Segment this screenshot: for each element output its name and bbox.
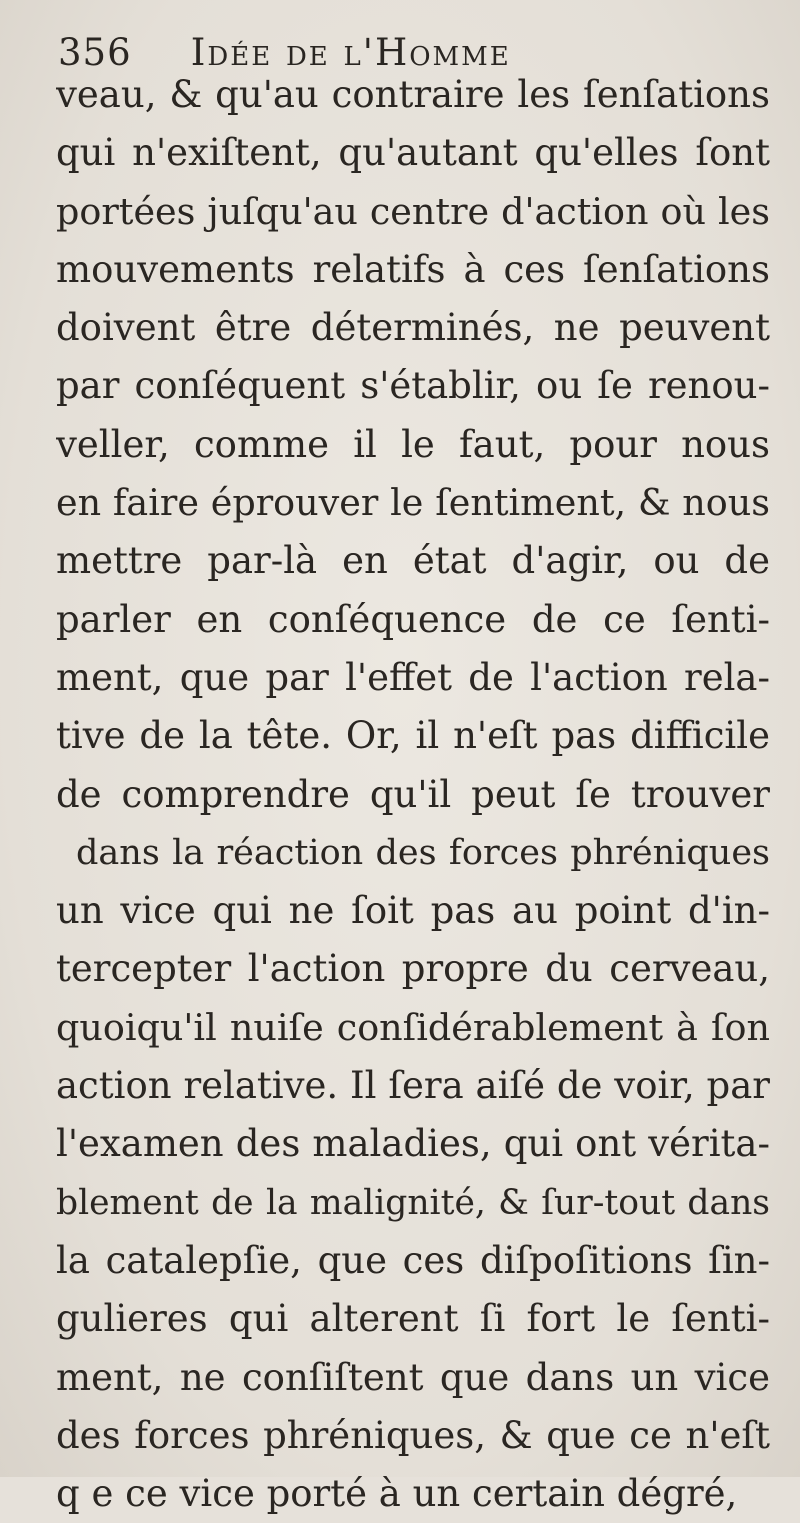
text-line: la catalepſie, que ces diſpoſitions ſin- [56,1238,770,1282]
text-line: qui n'exiſtent, qu'autant qu'elles ſont [56,131,770,175]
body-text [56,66,770,1523]
text-line: quoiqu'il nuiſe conſidérablement à ſon [56,1005,770,1049]
text-line: par conſéquent s'établir, ou ſe renou- [56,364,770,408]
text-line: de comprendre qu'il peut ſe trouver [56,772,770,816]
text-line: q e ce vice porté à un certain dégré, [56,1472,738,1516]
text-line: mouvements relatifs à ces ſenſations [56,247,770,291]
text-line: des forces phréniques, & que ce n'eſt [56,1413,770,1457]
text-line: tive de la tête. Or, il n'eſt pas difficile [56,714,770,758]
text-line: portées juſqu'au centre d'action où les [56,189,770,233]
text-line: un vice qui ne ſoit pas au point d'in- [56,889,770,933]
text-line: l'examen des maladies, qui ont vérita- [56,1122,770,1166]
text-line: tercepter l'action propre du cerveau, [56,947,770,991]
text-line: veau, & qu'au contraire les ſenſations [56,73,770,116]
page-number: 356 [58,31,132,74]
text-line: action relative. Il ſera aiſé de voir, par [56,1064,770,1108]
text-line: parler en conſéquence de ce ſenti- [56,597,770,641]
text-line: veller, comme il le faut, pour nous [56,422,770,466]
running-title: Idée de l'Homme [190,31,511,74]
text-line: doivent être déterminés, ne peuvent [56,306,770,350]
text-line: blement de la malignité, & ſur-tout dans [56,1182,770,1223]
text-line: gulieres qui alterent ſi fort le ſenti- [56,1297,770,1341]
text-line: en faire éprouver le ſentiment, & nous [56,481,770,525]
text-line: dans la réaction des forces phréniques [76,832,770,873]
text-line: ment, ne conſiſtent que dans un vice [56,1355,770,1399]
text-line: mettre par-là en état d'agir, ou de [56,539,770,583]
text-line: ment, que par l'effet de l'action rela- [56,655,770,699]
